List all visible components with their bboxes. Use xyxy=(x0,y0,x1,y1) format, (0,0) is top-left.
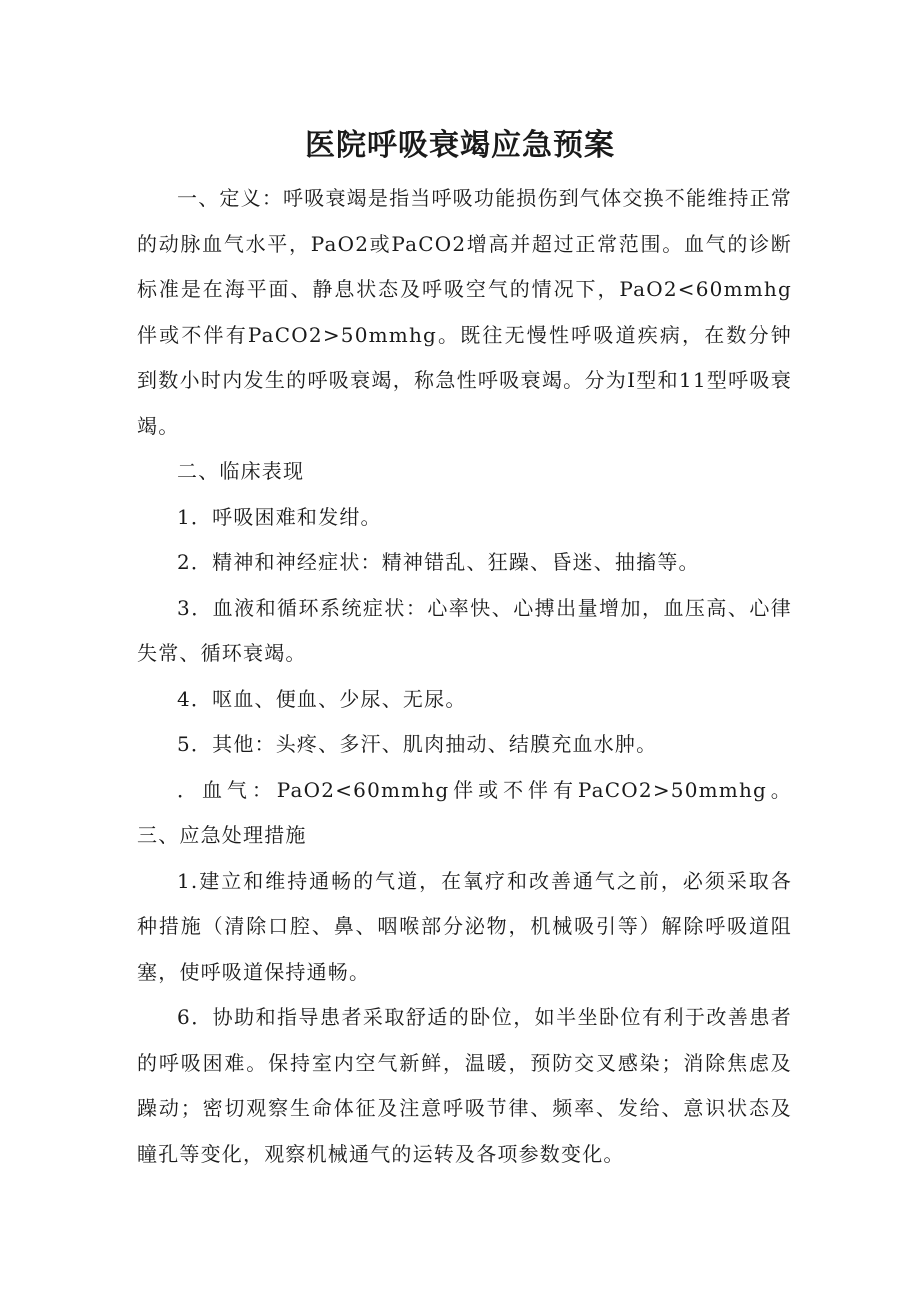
list-item: 5．其他：头疼、多汗、肌肉抽动、结膜充血水肿。 xyxy=(177,732,658,756)
list-item: 3．血液和循环系统症状：心率快、心搏出量增加，血压高、心律失常、循环衰竭。 xyxy=(137,595,792,665)
paragraph-definition: 一、定义：呼吸衰竭是指当呼吸功能损伤到气体交换不能维持正常的动脉血气水平，PaO2或PaCO2增高并超过正常范围。血气的诊断标准是在海平面、静息状态及呼吸空气的情况下，PaO2<60mmhg伴或不伴有PaCO2>50mmhg。既往无慢性呼吸道疾病，在数分钟到数小时内发生的呼吸衰竭，称急性呼吸衰竭。分为Ⅰ型和11型呼吸衰竭。 xyxy=(137,186,792,438)
list-item: 4．呕血、便血、少尿、无尿。 xyxy=(177,686,467,711)
section-heading-clinical: 二、临床表现 xyxy=(177,459,305,483)
list-item: 1．呼吸困难和发绀。 xyxy=(177,504,382,529)
paragraph-blood-gas: ．血气：PaO2<60mmhg伴或不伴有PaCO2>50mmhg。三、应急处理措施 xyxy=(137,777,792,847)
list-item: 1.建立和维持通畅的气道，在氧疗和改善通气之前，必须采取各种措施（清除口腔、鼻、咽喉部分泌物，机械吸引等）解除呼吸道阻塞，使呼吸道保持通畅。 xyxy=(137,868,792,984)
document-body xyxy=(137,176,792,1177)
list-item: 2．精神和神经症状：精神错乱、狂躁、昏迷、抽搐等。 xyxy=(177,550,700,574)
list-item: 6．协助和指导患者采取舒适的卧位，如半坐卧位有利于改善患者的呼吸困难。保持室内空气新鲜，温暖，预防交叉感染；消除焦虑及躁动；密切观察生命体征及注意呼吸节律、频率、发给、意识状态及瞳孔等变化，观察机械通气的运转及各项参数变化。 xyxy=(137,1005,792,1166)
document-title: 医院呼吸衰竭应急预案 xyxy=(305,128,615,163)
